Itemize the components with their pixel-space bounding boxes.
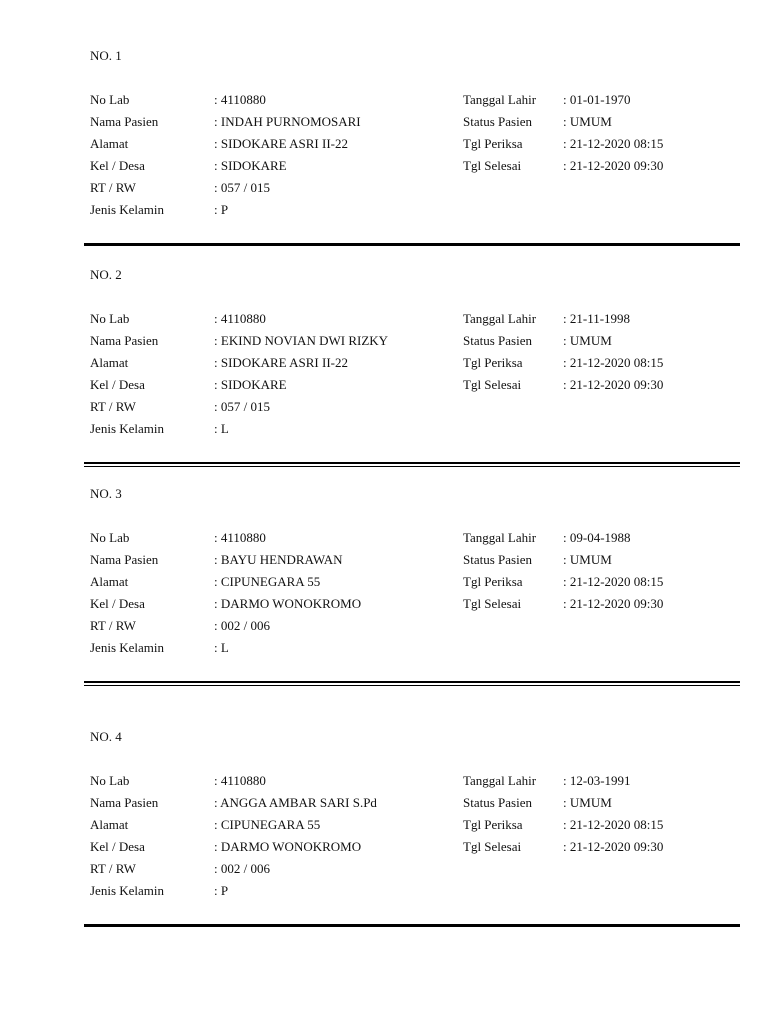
value-tgl-selesai: : 21-12-2020 09:30	[563, 596, 663, 612]
value-nama-pasien: : EKIND NOVIAN DWI RIZKY	[214, 333, 388, 349]
label-rt-rw: RT / RW	[90, 861, 136, 876]
label-tanggal-lahir: Tanggal Lahir	[463, 773, 537, 788]
value-no-lab: : 4110880	[214, 773, 266, 789]
label-kel-desa: Kel / Desa	[90, 839, 145, 854]
value-tgl-periksa: : 21-12-2020 08:15	[563, 574, 663, 590]
value-status-pasien: : UMUM	[563, 333, 612, 349]
label-alamat: Alamat	[90, 136, 129, 151]
label-alamat: Alamat	[90, 355, 129, 370]
value-tgl-periksa: : 21-12-2020 08:15	[563, 355, 663, 371]
label-no-lab: No Lab	[90, 530, 130, 545]
row-kel-desa	[0, 839, 768, 855]
label-jenis-kelamin: Jenis Kelamin	[90, 202, 165, 217]
record-divider	[84, 681, 740, 686]
label-tanggal-lahir: Tanggal Lahir	[463, 530, 537, 545]
row-jenis-kelamin	[0, 421, 768, 437]
label-tgl-selesai: Tgl Selesai	[463, 596, 522, 611]
label-tgl-periksa: Tgl Periksa	[463, 817, 523, 832]
row-rt-rw	[0, 618, 768, 634]
label-tgl-periksa: Tgl Periksa	[463, 136, 523, 151]
row-no-lab	[0, 92, 768, 108]
label-jenis-kelamin: Jenis Kelamin	[90, 640, 165, 655]
label-kel-desa: Kel / Desa	[90, 377, 145, 392]
label-kel-desa: Kel / Desa	[90, 158, 145, 173]
label-status-pasien: Status Pasien	[463, 795, 532, 810]
row-nama-pasien	[0, 552, 768, 568]
value-kel-desa: : SIDOKARE	[214, 158, 287, 174]
record-divider	[84, 924, 740, 927]
value-no-lab: : 4110880	[214, 311, 266, 327]
value-status-pasien: : UMUM	[563, 795, 612, 811]
label-status-pasien: Status Pasien	[463, 114, 532, 129]
value-jenis-kelamin: : P	[214, 883, 228, 899]
value-alamat: : SIDOKARE ASRI II-22	[214, 355, 348, 371]
row-rt-rw	[0, 180, 768, 196]
row-no-lab	[0, 530, 768, 546]
label-tgl-periksa: Tgl Periksa	[463, 574, 523, 589]
row-rt-rw	[0, 861, 768, 877]
value-nama-pasien: : ANGGA AMBAR SARI S.Pd	[214, 795, 377, 811]
row-jenis-kelamin	[0, 883, 768, 899]
row-no-lab	[0, 773, 768, 789]
value-rt-rw: : 002 / 006	[214, 618, 270, 634]
value-no-lab: : 4110880	[214, 530, 266, 546]
row-kel-desa	[0, 158, 768, 174]
value-kel-desa: : DARMO WONOKROMO	[214, 839, 361, 855]
label-kel-desa: Kel / Desa	[90, 596, 145, 611]
value-alamat: : SIDOKARE ASRI II-22	[214, 136, 348, 152]
value-rt-rw: : 002 / 006	[214, 861, 270, 877]
record-divider	[84, 462, 740, 467]
label-nama-pasien: Nama Pasien	[90, 552, 159, 567]
row-rt-rw	[0, 399, 768, 415]
value-no-lab: : 4110880	[214, 92, 266, 108]
value-tgl-periksa: : 21-12-2020 08:15	[563, 817, 663, 833]
row-alamat	[0, 574, 768, 590]
row-kel-desa	[0, 596, 768, 612]
value-status-pasien: : UMUM	[563, 552, 612, 568]
value-tanggal-lahir: : 01-01-1970	[563, 92, 631, 108]
label-status-pasien: Status Pasien	[463, 333, 532, 348]
label-tgl-selesai: Tgl Selesai	[463, 839, 522, 854]
value-jenis-kelamin: : P	[214, 202, 228, 218]
record-number: NO. 4	[90, 729, 122, 744]
row-jenis-kelamin	[0, 202, 768, 218]
value-rt-rw: : 057 / 015	[214, 399, 270, 415]
label-nama-pasien: Nama Pasien	[90, 333, 159, 348]
label-alamat: Alamat	[90, 817, 129, 832]
label-alamat: Alamat	[90, 574, 129, 589]
value-tanggal-lahir: : 12-03-1991	[563, 773, 631, 789]
label-status-pasien: Status Pasien	[463, 552, 532, 567]
record-divider	[84, 243, 740, 246]
value-jenis-kelamin: : L	[214, 421, 229, 437]
row-nama-pasien	[0, 333, 768, 349]
row-kel-desa	[0, 377, 768, 393]
value-nama-pasien: : INDAH PURNOMOSARI	[214, 114, 361, 130]
label-no-lab: No Lab	[90, 773, 130, 788]
row-alamat	[0, 136, 768, 152]
value-status-pasien: : UMUM	[563, 114, 612, 130]
value-tgl-periksa: : 21-12-2020 08:15	[563, 136, 663, 152]
label-jenis-kelamin: Jenis Kelamin	[90, 421, 165, 436]
label-no-lab: No Lab	[90, 311, 130, 326]
label-tgl-periksa: Tgl Periksa	[463, 355, 523, 370]
row-nama-pasien	[0, 114, 768, 130]
row-alamat	[0, 355, 768, 371]
value-alamat: : CIPUNEGARA 55	[214, 574, 320, 590]
label-rt-rw: RT / RW	[90, 618, 136, 633]
label-rt-rw: RT / RW	[90, 180, 136, 195]
value-tanggal-lahir: : 21-11-1998	[563, 311, 630, 327]
row-no-lab	[0, 311, 768, 327]
label-jenis-kelamin: Jenis Kelamin	[90, 883, 165, 898]
row-nama-pasien	[0, 795, 768, 811]
value-jenis-kelamin: : L	[214, 640, 229, 656]
value-alamat: : CIPUNEGARA 55	[214, 817, 320, 833]
record-number: NO. 1	[90, 48, 122, 63]
label-tgl-selesai: Tgl Selesai	[463, 377, 522, 392]
label-nama-pasien: Nama Pasien	[90, 114, 159, 129]
value-nama-pasien: : BAYU HENDRAWAN	[214, 552, 343, 568]
label-tanggal-lahir: Tanggal Lahir	[463, 311, 537, 326]
label-tgl-selesai: Tgl Selesai	[463, 158, 522, 173]
value-tgl-selesai: : 21-12-2020 09:30	[563, 839, 663, 855]
row-alamat	[0, 817, 768, 833]
label-nama-pasien: Nama Pasien	[90, 795, 159, 810]
value-kel-desa: : DARMO WONOKROMO	[214, 596, 361, 612]
value-tgl-selesai: : 21-12-2020 09:30	[563, 158, 663, 174]
label-no-lab: No Lab	[90, 92, 130, 107]
record-number: NO. 3	[90, 486, 122, 501]
label-tanggal-lahir: Tanggal Lahir	[463, 92, 537, 107]
value-rt-rw: : 057 / 015	[214, 180, 270, 196]
label-rt-rw: RT / RW	[90, 399, 136, 414]
row-jenis-kelamin	[0, 640, 768, 656]
record-number: NO. 2	[90, 267, 122, 282]
value-kel-desa: : SIDOKARE	[214, 377, 287, 393]
value-tgl-selesai: : 21-12-2020 09:30	[563, 377, 663, 393]
value-tanggal-lahir: : 09-04-1988	[563, 530, 631, 546]
